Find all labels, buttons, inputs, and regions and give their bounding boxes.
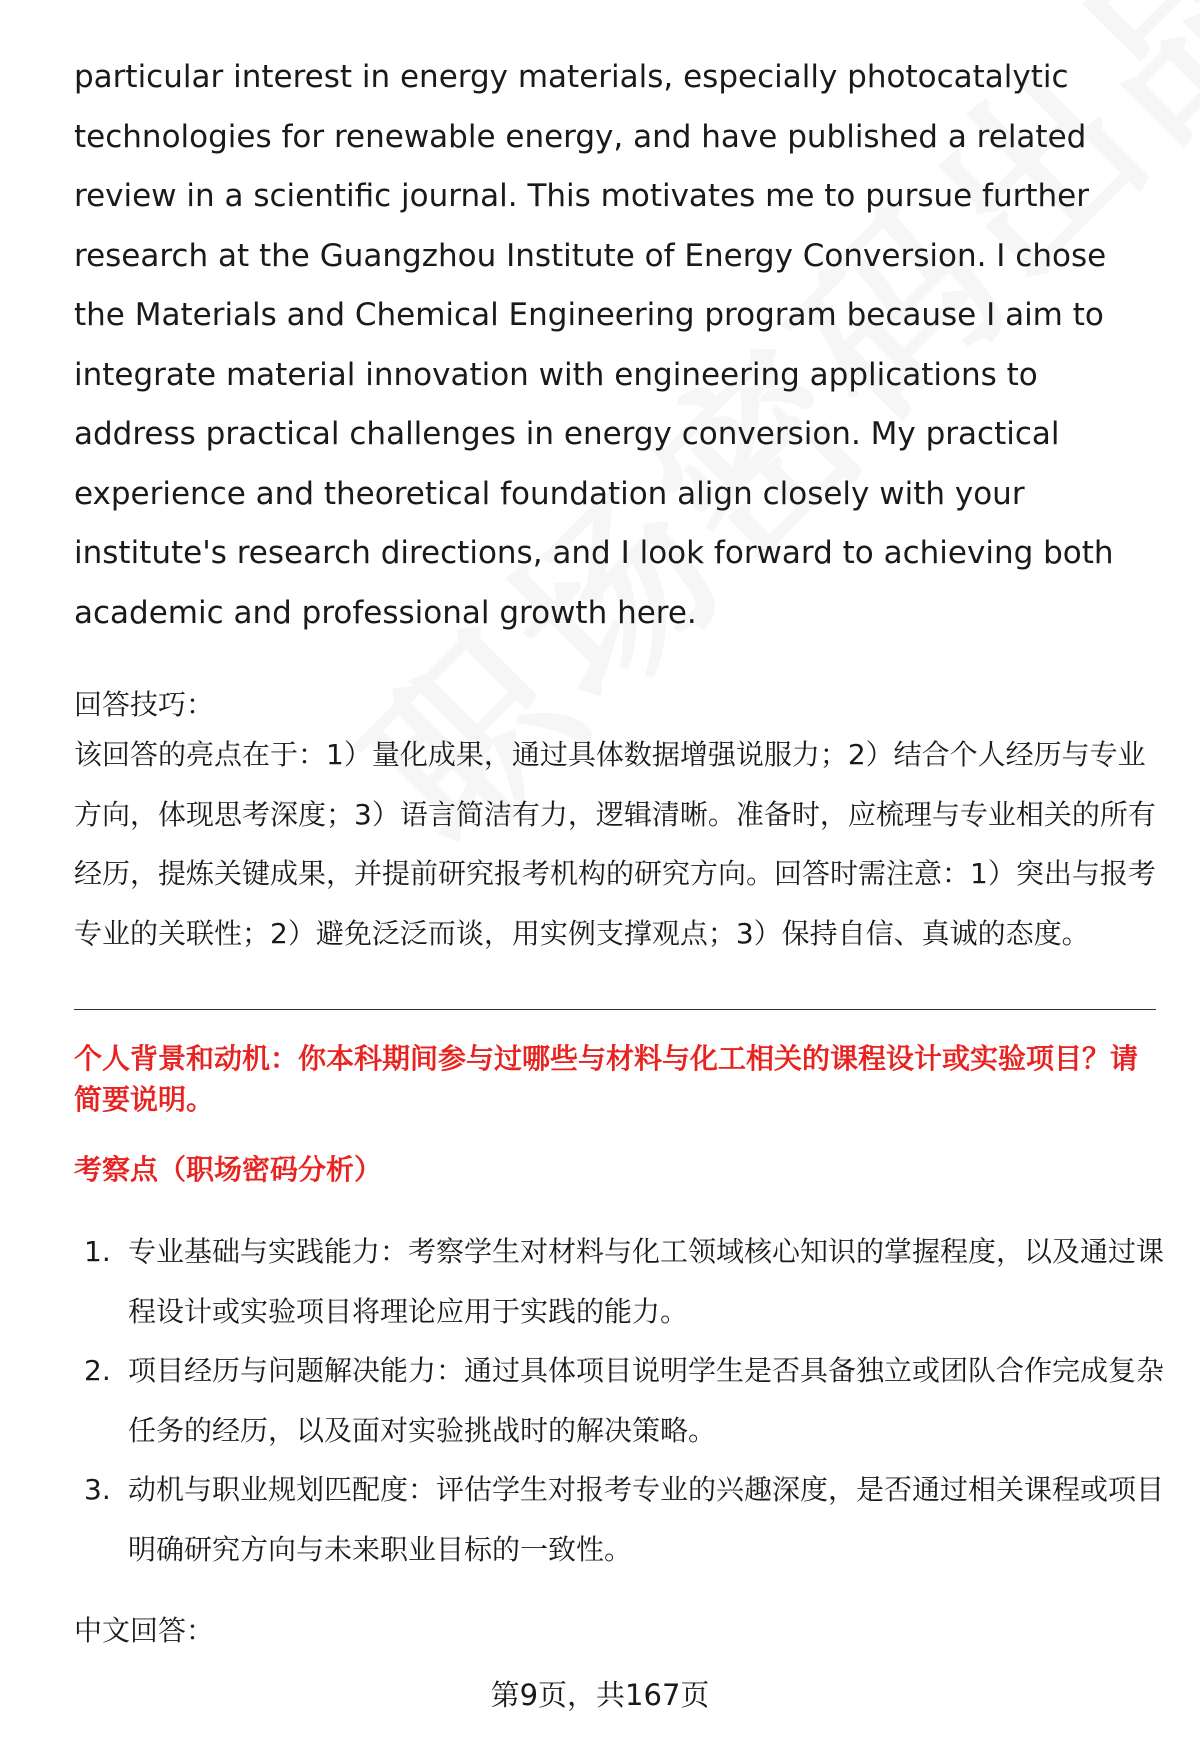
list-item-text: 项目经历与问题解决能力：通过具体项目说明学生是否具备独立或团队合作完成复杂任务的经历，以及面对实验挑战时的解决策略。: [128, 1354, 1165, 1447]
tips-text: 该回答的亮点在于：1）量化成果，通过具体数据增强说服力；2）结合个人经历与专业方向，体现思考深度；3）语言简洁有力，逻辑清晰。准备时，应梳理与专业相关的所有经历，提炼关键成果，并提前研究报考机构的研究方向。回答时需注意：1）突出与报考专业的关联性；2）避免泛泛而谈，用实例支撑观点；3）保持自信、真诚的态度。: [74, 738, 1156, 950]
section-divider: [74, 1009, 1156, 1010]
list-item-number: 1.: [84, 1235, 111, 1268]
analysis-title: 考察点（职场密码分析）: [74, 1153, 383, 1186]
list-item-number: 2.: [84, 1354, 111, 1387]
tips-label: 回答技巧：: [74, 688, 215, 721]
english-answer-paragraph: particular interest in energy materials, especially photocatalytic technologies for renewable energy, and have published a related review in a scientific journal. This motivates me to pursue further research at the Guangzhou Institute of Energy Conversion. I chose the Materials and Chemical Engineering program because I aim to integrate material innovation with engineering applications to address practical challenges in energy conversion. My practical experience and theoretical foundation align closely with your institute's research directions, and I look forward to achieving both academic and professional growth here.: [74, 59, 1114, 631]
list-item: [74, 1222, 1164, 1341]
list-item-text: 专业基础与实践能力：考察学生对材料与化工领域核心知识的掌握程度，以及通过课程设计或实验项目将理论应用于实践的能力。: [128, 1235, 1165, 1328]
list-item: [74, 1341, 1164, 1460]
list-item-number: 3.: [84, 1473, 111, 1506]
analysis-points-list: [74, 1222, 1164, 1579]
page-content: [74, 48, 1164, 1651]
page-number-footer: 第9页，共167页: [490, 1678, 710, 1712]
list-item: [74, 1460, 1164, 1579]
chinese-answer-label: 中文回答：: [74, 1614, 215, 1647]
question-heading: 个人背景和动机：你本科期间参与过哪些与材料与化工相关的课程设计或实验项目？请简要说明。: [74, 1042, 1139, 1116]
list-item-text: 动机与职业规划匹配度：评估学生对报考专业的兴趣深度，是否通过相关课程或项目明确研究方向与未来职业目标的一致性。: [128, 1473, 1165, 1566]
